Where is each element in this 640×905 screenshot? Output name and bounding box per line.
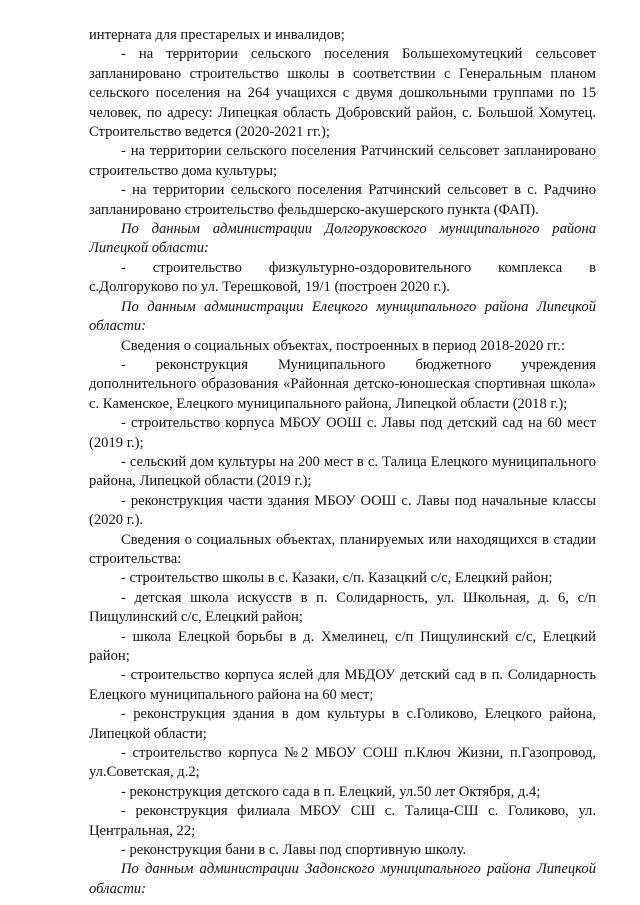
paragraph: - сельский дом культуры на 200 мест в с. Талица Елецкого муниципального района, Липецкой области (2019 г.); <box>89 453 596 490</box>
section-heading: По данным администрации Долгоруковского муниципального района Липецкой области: <box>89 221 596 257</box>
paragraph: - строительство корпуса яслей для МБДОУ детский сад в п. Солидарность Елецкого муниципального района на 60 мест; <box>89 667 596 703</box>
paragraph: - строительство физкультурно-оздоровительного комплекса в с.Долгоруково по ул. Терешковой, 19/1 (построен 2020 г.). <box>89 259 596 296</box>
paragraph: - на территории сельского поселения Ратчинский сельсовет запланировано строительство дома культуры; <box>89 143 596 179</box>
paragraph: - детская школа искусств в п. Солидарность, ул. Школьная, д. 6, с/п Пищулинский с/с, Елецкий район; <box>89 589 596 626</box>
section-heading: По данным администрации Елецкого муниципального района Липецкой области: <box>89 298 596 335</box>
section-heading: По данным администрации Задонского муниципального района Липецкой области: <box>89 861 596 897</box>
paragraph: - строительство корпуса МБОУ ООШ с. Лавы под детский сад на 60 мест (2019 г.); <box>89 415 596 451</box>
paragraph: Сведения о социальных объектах, планируемых или находящихся в стадии строительства: <box>89 531 596 567</box>
paragraph: Сведения о социальных объектах, построенных в период 2018-2020 гг.: <box>121 337 565 354</box>
paragraph: - школа Елецкой борьбы в д. Хмелинец, с/п Пищулинский с/с, Елецкий район; <box>89 628 596 664</box>
paragraph: - строительство школы в с. Казаки, с/п. Казацкий с/с, Елецкий район; <box>121 570 553 587</box>
paragraph: - реконструкция филиала МБОУ СШ с. Талица-СШ с. Голиково, ул. Центральная, 22; <box>89 803 596 839</box>
paragraph: - реконструкция детского сада в п. Елецкий, ул.50 лет Октября, д.4; <box>121 783 541 800</box>
paragraph: - реконструкция Муниципального бюджетного учреждения дополнительного образования «Районная детско-юношеская спортивная школа» с. Каменское, Елецкого муниципального района, Липецкой области (2018 г.); <box>89 356 596 412</box>
paragraph: - реконструкция здания в дом культуры в с.Голиково, Елецкого района, Липецкой области; <box>89 706 596 742</box>
paragraph: - реконструкция части здания МБОУ ООШ с. Лавы под начальные классы (2020 г.). <box>89 492 596 529</box>
paragraph: - на территории сельского поселения Ратчинский сельсовет в с. Радчино запланировано строительство фельдшерско-акушерского пункта (ФАП). <box>89 182 596 218</box>
document-body <box>89 26 596 899</box>
paragraph: - на территории сельского поселения Большехомутецкий сельсовет запланировано строительство школы в соответствии с Генеральным планом сельского поселения на 264 учащихся с двумя дошкольными группами по 15 человек, по адресу: Липецкая область Добровский район, с. Большой Хомутец. Строительство ведется (2020-2021 гг.); <box>89 46 596 141</box>
paragraph: - реконструкция бани в с. Лавы под спортивную школу. <box>121 842 467 859</box>
paragraph: интерната для престарелых и инвалидов; <box>89 27 345 43</box>
paragraph: - строительство корпуса №2 МБОУ СОШ п.Ключ Жизни, п.Газопровод, ул.Советская, д.2; <box>89 745 596 781</box>
